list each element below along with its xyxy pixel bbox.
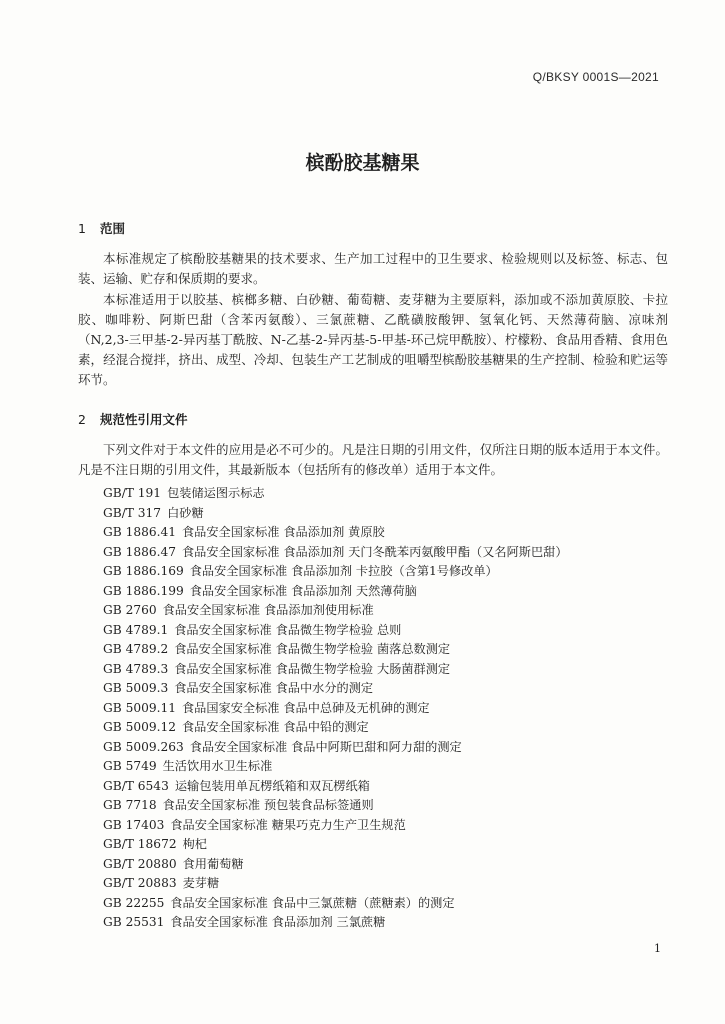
reference-item (103, 757, 568, 777)
section-title: 范围 (100, 221, 126, 236)
reference-code: GB/T 317 (103, 505, 162, 520)
section-number: 1 (78, 221, 86, 236)
reference-title: 运输包装用单瓦楞纸箱和双瓦楞纸箱 (174, 778, 370, 793)
reference-item (103, 777, 568, 797)
reference-title: 食品安全国家标准 食品中铅的测定 (181, 720, 369, 734)
reference-title: 食品安全国家标准 食品添加剂使用标准 (162, 603, 374, 617)
reference-code: GB 4789.1 (103, 622, 169, 637)
references-intro-paragraph: 下列文件对于本文件的应用是必不可少的。凡是注日期的引用文件，仅所注日期的版本适用于本文件。凡是不注日期的引用文件，其最新版本（包括所有的修改单）适用于本文件。 (78, 442, 668, 477)
reference-code: GB 25531 (103, 915, 165, 929)
reference-title: 食品安全国家标准 预包装食品标签通则 (162, 798, 374, 812)
reference-title: 白砂糖 (167, 505, 204, 520)
reference-item (103, 816, 568, 836)
reference-code: GB 1886.41 (103, 525, 176, 539)
reference-title: 麦芽糖 (182, 876, 220, 890)
reference-item (103, 562, 568, 582)
reference-item (103, 523, 568, 543)
reference-item (103, 660, 568, 680)
reference-code: GB 5009.11 (103, 700, 176, 715)
reference-title: 食品安全国家标准 食品添加剂 黄原胶 (181, 525, 385, 539)
reference-code: GB 1886.199 (103, 583, 184, 598)
reference-item (103, 640, 568, 660)
reference-item (103, 874, 568, 894)
section-number: 2 (78, 412, 86, 427)
section-2-heading (78, 410, 188, 428)
reference-title: 食品国家安全标准 食品中总砷及无机砷的测定 (181, 700, 430, 715)
reference-code: GB 4789.2 (103, 642, 169, 656)
page-number: 1 (654, 942, 661, 955)
reference-code: GB 22255 (103, 895, 165, 910)
reference-title: 食品安全国家标准 食品微生物学检验 大肠菌群测定 (174, 661, 451, 676)
reference-title: 食品安全国家标准 食品添加剂 天门冬酰苯丙氨酸甲酯（又名阿斯巴甜） (181, 544, 568, 559)
reference-title: 食品安全国家标准 食品添加剂 卡拉胶（含第1号修改单） (189, 564, 498, 578)
reference-title: 包装储运图示标志 (167, 486, 265, 500)
reference-title: 食品安全国家标准 食品添加剂 三氯蔗糖 (170, 915, 386, 929)
reference-code: GB/T 6543 (103, 778, 169, 793)
reference-title: 食品安全国家标准 食品中阿斯巴甜和阿力甜的测定 (189, 739, 462, 754)
reference-title: 枸杞 (182, 837, 207, 851)
reference-code: GB 4789.3 (103, 661, 169, 676)
reference-item (103, 738, 568, 758)
reference-list (103, 484, 568, 933)
reference-item (103, 582, 568, 602)
reference-code: GB/T 18672 (103, 837, 177, 851)
reference-title: 生活饮用水卫生标准 (162, 759, 273, 773)
reference-code: GB 1886.47 (103, 544, 176, 559)
reference-code: GB 5749 (103, 759, 157, 773)
reference-title: 食用葡萄糖 (182, 856, 244, 871)
reference-code: GB 7718 (103, 798, 157, 812)
reference-code: GB/T 191 (103, 486, 162, 500)
reference-item (103, 504, 568, 524)
reference-code: GB 17403 (103, 817, 165, 832)
scope-paragraph-1: 本标准规定了槟酚胶基糖果的技术要求、生产加工过程中的卫生要求、检验规则以及标签、标志、包装、运输、贮存和保质期的要求。 (78, 251, 668, 286)
reference-item (103, 718, 568, 738)
reference-title: 食品安全国家标准 糖果巧克力生产卫生规范 (170, 817, 406, 832)
reference-item (103, 835, 568, 855)
reference-item (103, 796, 568, 816)
reference-title: 食品安全国家标准 食品微生物学检验 菌落总数测定 (174, 642, 451, 656)
reference-item (103, 679, 568, 699)
reference-code: GB/T 20880 (103, 856, 177, 871)
reference-item (103, 913, 568, 933)
reference-item (103, 621, 568, 641)
reference-item (103, 894, 568, 914)
reference-title: 食品安全国家标准 食品中三氯蔗糖（蔗糖素）的测定 (170, 895, 455, 910)
reference-code: GB/T 20883 (103, 876, 177, 890)
reference-title: 食品安全国家标准 食品中水分的测定 (174, 681, 374, 695)
reference-item (103, 699, 568, 719)
reference-code: GB 5009.12 (103, 720, 176, 734)
reference-code: GB 1886.169 (103, 564, 184, 578)
reference-code: GB 2760 (103, 603, 157, 617)
reference-code: GB 5009.3 (103, 681, 169, 695)
reference-title: 食品安全国家标准 食品添加剂 天然薄荷脑 (189, 583, 417, 598)
document-title: 槟酚胶基糖果 (305, 152, 420, 174)
section-1-heading (78, 219, 125, 237)
standard-code: Q/BKSY 0001S—2021 (532, 70, 659, 84)
scope-paragraph-2: 本标准适用于以胶基、槟榔多糖、白砂糖、葡萄糖、麦芽糖为主要原料，添加或不添加黄原胶、卡拉胶、咖啡粉、阿斯巴甜（含苯丙氨酸）、三氯蔗糖、乙酰磺胺酸钾、氢氧化钙、天然薄荷脑、凉味剂（N,2,3-三甲基-2-异丙基丁酰胺、N-乙基-2-异丙基-5-甲基-环己烷甲酰胺）、柠檬粉、食品用香精、食用色素，经混合搅拌，挤出、成型、冷却、包装生产工艺制成的咀嚼型槟酚胶基糖果的生产控制、检验和贮运等环节。 (78, 292, 668, 387)
reference-item (103, 543, 568, 563)
reference-item (103, 855, 568, 875)
reference-item (103, 484, 568, 504)
reference-item (103, 601, 568, 621)
section-title: 规范性引用文件 (100, 412, 188, 427)
reference-title: 食品安全国家标准 食品微生物学检验 总则 (174, 622, 402, 637)
reference-code: GB 5009.263 (103, 739, 184, 754)
